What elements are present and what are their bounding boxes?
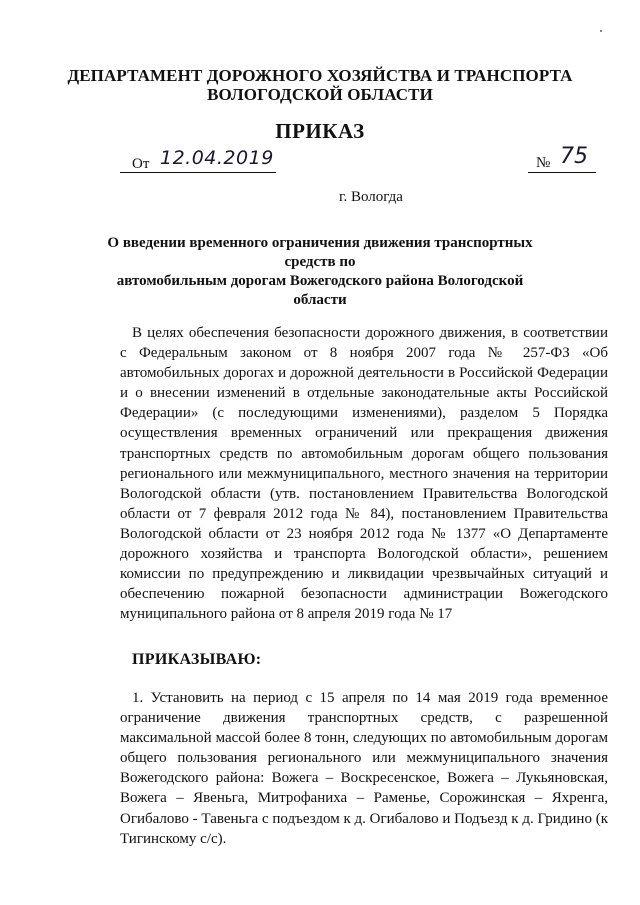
date-label: От [132, 156, 150, 172]
org-line-1: ДЕПАРТАМЕНТ ДОРОЖНОГО ХОЗЯЙСТВА И ТРАНСПОРТА [67, 66, 573, 85]
date-handwritten: 12.04.2019 [160, 147, 274, 169]
item-1-paragraph: 1. Установить на период с 15 апреля по 14 мая 2019 года временное ограничение движения транспортных средств, с разрешенной максимальной массой более 8 тонн, следующих по автомобильным дорогам общего пользования регионального или межмуниципального значения Вожегодского района: Вожега – Воскресенское, Вожега – Лукьяновская, Вожега – Явеньга, Митрофаниха – Раменье, Сорожинская – Яхренга, Огибалово - Тавеньга с подъездом к д. Огибалово и Подъезд к д. Гридино (к Тигинскому с/с). [120, 690, 608, 847]
document-subject [104, 234, 536, 310]
org-line-2: ВОЛОГОДСКОЙ ОБЛАСТИ [207, 85, 433, 104]
number-underline [528, 172, 596, 173]
number-label: № [536, 155, 551, 171]
organization-heading [0, 66, 640, 104]
order-directive: ПРИКАЗЫВАЮ: [132, 651, 262, 668]
number-handwritten: 75 [560, 144, 588, 169]
city: г. Вологда [339, 189, 403, 205]
subject-line-2: автомобильным дорогам Вожегодского района Вологодской области [116, 273, 524, 308]
date-underline [120, 172, 276, 173]
subject-line-1: О введении временного ограничения движения транспортных средств по [107, 235, 533, 270]
scan-mark [600, 30, 602, 32]
preamble-paragraph: В целях обеспечения безопасности дорожного движения, в соответствии с Федеральным законом от 8 ноября 2007 года № 257-ФЗ «Об автомобильных дорогах и дорожной деятельности в Российской Федерации и о внесении изменений в отдельные законодательные акты Российской Федерации» (с последующими изменениями), разделом 5 Порядка осуществления временных ограничений или прекращения движения транспортных средств по автомобильным дорогам общего пользования регионального или межмуниципального, местного значения на территории Вологодской области (утв. постановлением Правительства Вологодской области от 7 февраля 2012 года № 84), постановлением Правительства Вологодской области от 23 ноября 2012 года № 1377 «О Департаменте дорожного хозяйства и транспорта Вологодской области», решением комиссии по предупреждению и ликвидации чрезвычайных ситуаций и обеспечению пожарной безопасности администрации Вожегодского муниципального района от 8 апреля 2019 года № 17 [120, 325, 608, 623]
number-field [528, 146, 600, 174]
document-type: ПРИКАЗ [275, 119, 365, 143]
date-field [120, 147, 280, 173]
